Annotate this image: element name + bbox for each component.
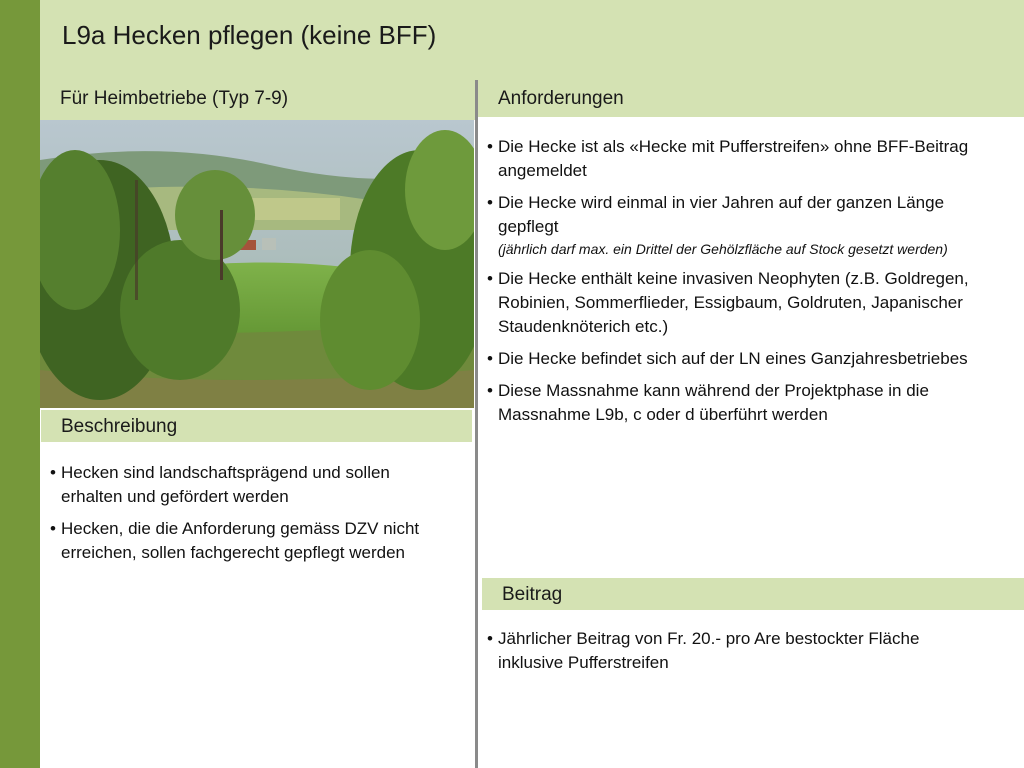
beitrag-item-1: Jährlicher Beitrag von Fr. 20.- pro Are bestockter Fläche inklusive Pufferstreifen: [498, 629, 920, 672]
beitrag-header-label: Beitrag: [502, 584, 563, 605]
anforderungen-item-1: Die Hecke ist als «Hecke mit Pufferstreifen» ohne BFF-Beitrag angemeldet: [498, 137, 969, 180]
beschreibung-header: [41, 410, 472, 442]
heimbetriebe-header: [40, 80, 475, 120]
list-item: [50, 517, 450, 565]
anforderungen-item-5: Diese Massnahme kann während der Projektphase in die Massnahme L9b, c oder d überführt werden: [498, 381, 929, 424]
beschreibung-header-label: Beschreibung: [61, 416, 178, 437]
anforderungen-list: [487, 135, 997, 435]
list-item: [487, 347, 997, 371]
list-item: [487, 191, 997, 259]
heimbetriebe-header-label: Für Heimbetriebe (Typ 7-9): [60, 88, 289, 109]
anforderungen-header-label: Anforderungen: [498, 88, 624, 109]
anforderungen-item-4: Die Hecke befindet sich auf der LN eines Ganzjahresbetriebes: [498, 349, 968, 368]
hedge-landscape-photo: [40, 120, 474, 408]
anforderungen-item-2: Die Hecke wird einmal in vier Jahren auf der ganzen Länge gepflegt: [498, 193, 945, 236]
page-title: L9a Hecken pflegen (keine BFF): [62, 20, 437, 50]
column-divider: [475, 80, 478, 768]
anforderungen-header: [478, 80, 1024, 117]
beschreibung-item-1: Hecken sind landschaftsprägend und sollen erhalten und gefördert werden: [61, 463, 390, 506]
beschreibung-list: [50, 461, 450, 573]
beitrag-list: [487, 627, 987, 683]
anforderungen-item-3: Die Hecke enthält keine invasiven Neophyten (z.B. Goldregen, Robinien, Sommerflieder, Essigbaum, Goldruten, Japanischer Staudenknöterich etc.): [498, 269, 969, 336]
left-accent-bar: [0, 0, 40, 768]
beitrag-header: [482, 578, 1024, 610]
title-bar: [40, 0, 1024, 80]
list-item: [487, 379, 997, 427]
list-item: [487, 627, 987, 675]
list-item: [487, 135, 997, 183]
beschreibung-item-2: Hecken, die die Anforderung gemäss DZV nicht erreichen, sollen fachgerecht gepflegt werden: [61, 519, 420, 562]
list-item: [50, 461, 450, 509]
list-item: [487, 267, 997, 339]
anforderungen-item-2-note: (jährlich darf max. ein Drittel der Gehölzfläche auf Stock gesetzt werden): [498, 241, 948, 257]
